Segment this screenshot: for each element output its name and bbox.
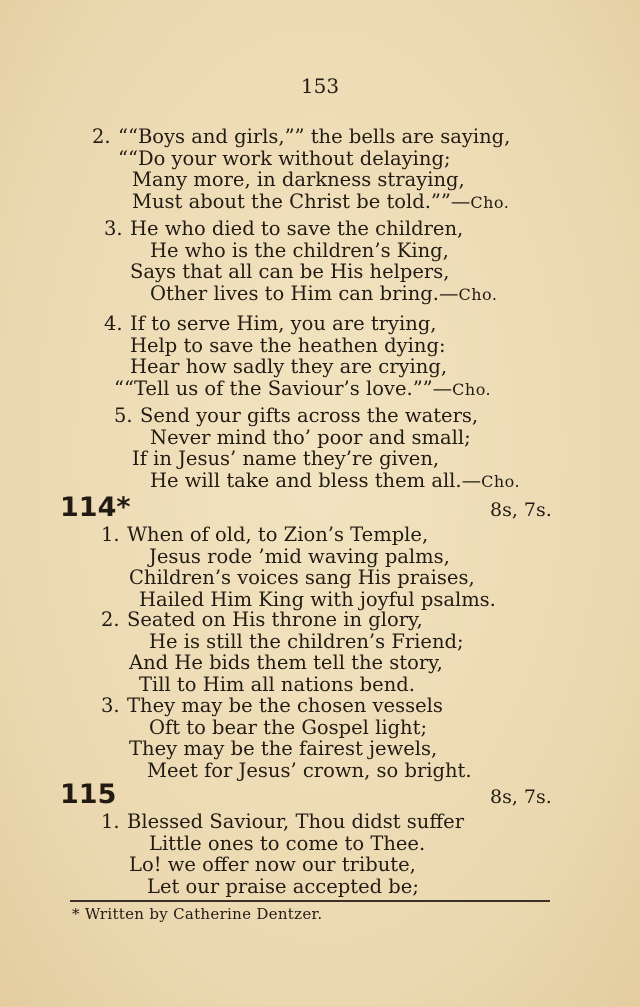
hymn-114-verse-3 <box>101 695 472 781</box>
verse-number: 5. <box>114 404 133 427</box>
chorus-marker: Cho. <box>481 471 521 491</box>
verse-4 <box>104 313 491 399</box>
verse-line: Little ones to come to Thee. <box>149 831 426 855</box>
verse-line: If to serve Him, you are trying, <box>130 312 437 335</box>
verse-line: Many more, in darkness straying, <box>132 168 465 191</box>
verse-line: They may be the fairest jewels, <box>129 737 438 760</box>
verse-line: Meet for Jesus’ crown, so bright. <box>147 758 472 782</box>
verse-number: 4. <box>104 312 123 335</box>
verse-line: Never mind tho’ poor and small; <box>150 425 471 449</box>
verse-line: Help to save the heathen dying: <box>130 333 446 357</box>
verse-line: Says that all can be His helpers, <box>130 260 450 283</box>
verse-number: 1. <box>101 523 120 546</box>
verse-number: 2. <box>101 608 120 631</box>
verse-5 <box>114 405 520 491</box>
verse-line: He will take and bless them all.— <box>150 468 482 492</box>
verse-line: Other lives to Him can bring.— <box>150 281 459 305</box>
verse-line: ““Tell us of the Saviour’s love.””— <box>114 376 453 400</box>
verse-number: 3. <box>101 694 120 717</box>
hymn-meter-114: 8s, 7s. <box>490 499 552 521</box>
verse-line: Send your gifts across the waters, <box>140 404 479 427</box>
verse-line: Jesus rode ’mid waving palms, <box>149 544 450 568</box>
verse-line: He who is the children’s King, <box>150 238 449 262</box>
chorus-marker: Cho. <box>452 379 492 399</box>
hymn-114-verse-1 <box>101 524 496 610</box>
verse-line: They may be the chosen vessels <box>127 694 443 717</box>
verse-3 <box>104 218 497 304</box>
verse-2 <box>92 126 510 212</box>
verse-line: Hear how sadly they are crying, <box>130 355 448 378</box>
verse-line: Let our praise accepted be; <box>147 874 419 898</box>
verse-line: And He bids them tell the story, <box>129 651 443 674</box>
hymn-number-114: 114* <box>60 492 131 523</box>
chorus-marker: Cho. <box>470 192 510 212</box>
verse-number: 2. <box>92 125 111 148</box>
verse-line: Till to Him all nations bend. <box>139 672 415 696</box>
verse-line: He is still the children’s Friend; <box>149 629 464 653</box>
hymn-115-verse-1 <box>101 811 464 897</box>
verse-line: Children’s voices sang His praises, <box>129 566 475 589</box>
verse-line: If in Jesus’ name they’re given, <box>132 447 440 470</box>
verse-line: Must about the Christ be told.””— <box>132 189 471 213</box>
verse-line: Blessed Saviour, Thou didst suffer <box>127 810 465 833</box>
verse-line: Hailed Him King with joyful psalms. <box>139 587 496 611</box>
page-number: 153 <box>300 74 340 98</box>
footnote-divider <box>70 900 550 902</box>
verse-line: When of old, to Zion’s Temple, <box>127 523 429 546</box>
verse-line: Oft to bear the Gospel light; <box>149 715 428 739</box>
verse-line: He who died to save the children, <box>130 217 464 240</box>
verse-number: 1. <box>101 810 120 833</box>
verse-number: 3. <box>104 217 123 240</box>
footnote: * Written by Catherine Dentzer. <box>72 905 323 923</box>
verse-line: ““Do your work without delaying; <box>118 146 451 170</box>
hymn-meter-115: 8s, 7s. <box>490 786 552 808</box>
hymn-number-115: 115 <box>60 779 117 810</box>
verse-line: Lo! we offer now our tribute, <box>129 853 416 876</box>
verse-line: ““Boys and girls,”” the bells are saying, <box>118 125 511 148</box>
chorus-marker: Cho. <box>458 284 498 304</box>
verse-line: Seated on His throne in glory, <box>127 608 423 631</box>
hymn-114-verse-2 <box>101 609 464 695</box>
